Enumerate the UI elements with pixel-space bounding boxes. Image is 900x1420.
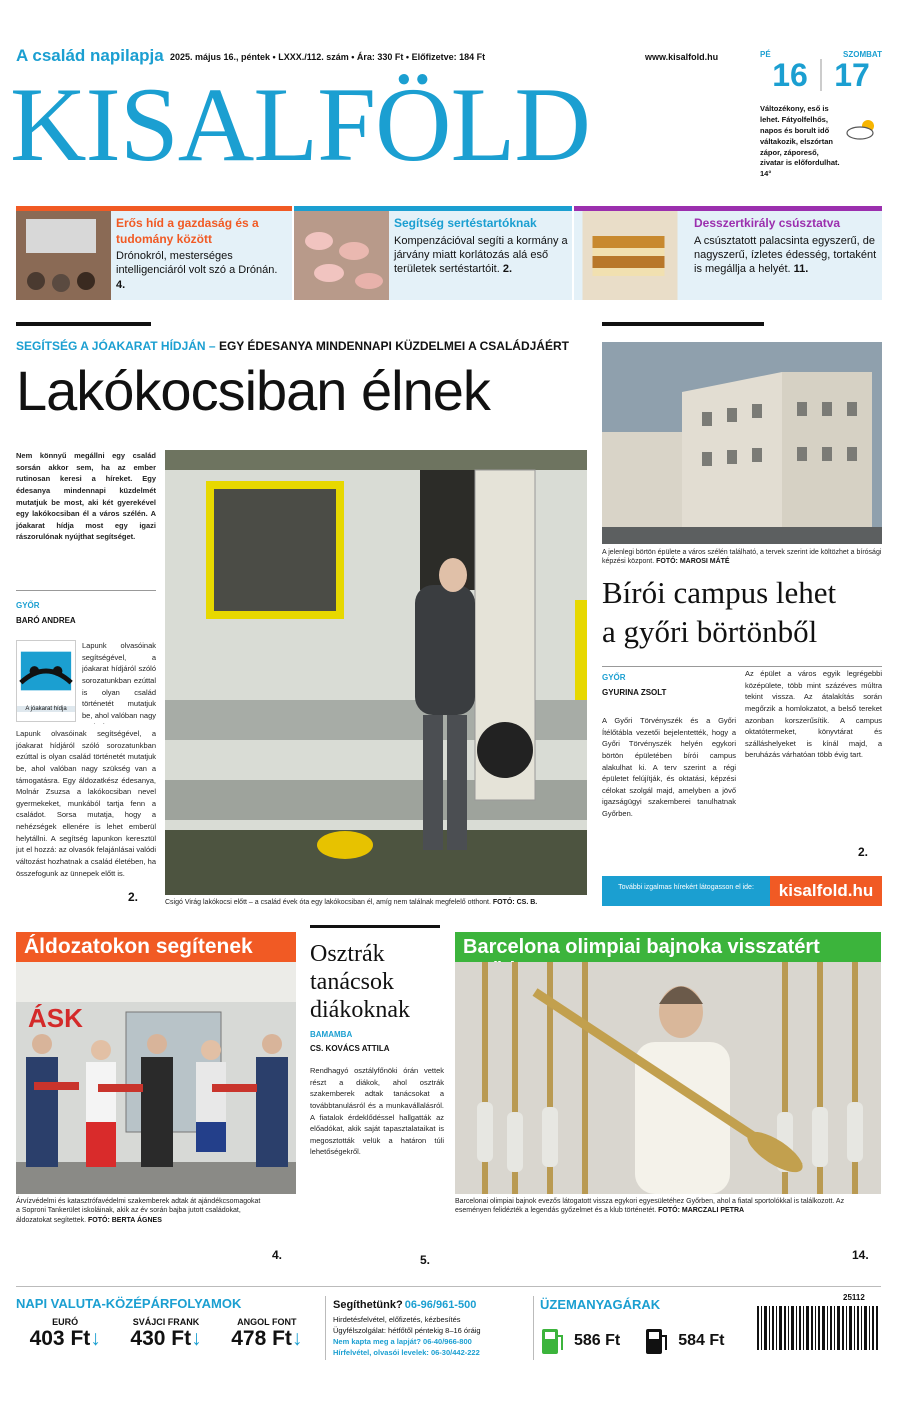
day2-number: 17	[834, 57, 870, 93]
currency-eur-value: 403 Ft	[29, 1327, 91, 1350]
teaser-dessert-photo	[574, 211, 686, 300]
help-title: Segíthetünk?	[333, 1299, 403, 1311]
fuel-diesel-value: 584 Ft	[678, 1332, 725, 1349]
austria-body: Rendhagyó osztályfőnöki órán vettek részt a diákok, ahol osztrák szakemberek adtak tanácsokat a továbbtanulásról és a munkavállalásról. A fiatalok érdeklődéssel hallgatták az előadókat, akik saját tapasztalataikat is megosztották velük a határon túli lehetőségekről.	[310, 1066, 444, 1157]
lead-byline	[16, 601, 76, 625]
campus-byline	[602, 673, 666, 697]
fuel-petrol-value: 586 Ft	[574, 1332, 621, 1349]
austria-byline	[310, 1030, 390, 1053]
barcelona-caption	[455, 1197, 855, 1216]
fuel-diesel	[644, 1326, 724, 1356]
partly-cloudy-icon	[844, 118, 880, 140]
down-arrow-icon: ↓	[90, 1327, 101, 1350]
day1-number: 16	[760, 59, 822, 91]
lead-location: GYŐR	[16, 601, 40, 610]
caravan-photo	[165, 450, 587, 895]
victims-banner[interactable]: Áldozatokon segítenek	[16, 932, 296, 962]
victims-caption	[16, 1197, 266, 1225]
barcelona-page-ref[interactable]: 14.	[852, 1248, 869, 1262]
newspaper-logo: KISALFÖLD	[10, 66, 590, 183]
weather-box	[760, 104, 882, 180]
barcelona-photo-credit: FOTÓ: MARCZALI PETRA	[658, 1207, 745, 1215]
teaser-dessert-text: A csúsztatott palacsinta egyszerű, de nagyszerű, ízletes édesség, tortaként is megállja a helyét.	[694, 234, 877, 276]
ad-text: További izgalmas hírekért látogasson el ide:	[618, 884, 754, 891]
currency-chf-value: 430 Ft	[130, 1327, 192, 1350]
lead-photo-credit: FOTÓ: CS. B.	[492, 899, 538, 906]
fuel-title: ÜZEMANYAGÁRAK	[540, 1297, 661, 1312]
campus-body-col2: Az épület a város egyik legrégebbi középülete, több mint százéves múltra tekint vissza. Az átalakítás során megőrzik a homlokzatot, a belső tereket azonban korszerűsítik. A campus oktatótermeket, könyvtárat és szálláshelyeket is kínál majd, a beruházás várhatóan több évig tart.	[745, 669, 882, 760]
currency-eur-name: EURÓ	[52, 1317, 79, 1327]
svg-text:ÁSK: ÁSK	[28, 1003, 83, 1033]
austria-headline[interactable]: Osztrák tanácsok diákoknak	[310, 941, 410, 1024]
victims-photo	[16, 962, 296, 1194]
fuel-box	[540, 1297, 750, 1356]
help-box	[333, 1297, 528, 1359]
lead-rule	[16, 322, 151, 326]
barcelona-photo	[455, 962, 881, 1194]
petrol-pump-icon	[540, 1326, 566, 1356]
teaser-bridge[interactable]	[16, 206, 292, 300]
campus-headline-line2: a győri börtönből	[602, 613, 818, 649]
teaser-pigs-page: 2.	[502, 263, 513, 276]
lead-kicker	[16, 339, 569, 353]
currency-chf-name: SVÁJCI FRANK	[132, 1317, 200, 1327]
currency-box	[16, 1296, 316, 1351]
footer-vdivider-2	[533, 1296, 534, 1360]
campus-location: GYŐR	[602, 673, 626, 682]
website-ad[interactable]	[602, 876, 882, 906]
fuel-petrol	[540, 1326, 620, 1356]
teaser-dessert[interactable]	[574, 206, 882, 300]
currency-title: NAPI VALUTA-KÖZÉPÁRFOLYAMOK	[16, 1296, 242, 1311]
currency-gbp-name: ANGOL FONT	[237, 1317, 297, 1327]
campus-author: GYURINA ZSOLT	[602, 688, 667, 697]
campus-headline-line1: Bírói campus lehet	[602, 575, 837, 610]
campus-caption	[602, 548, 882, 567]
help-phone[interactable]: 06-96/961-500	[404, 1299, 477, 1311]
lead-caption-text: Csigó Virág lakókocsi előtt – a család évek óta egy lakókocsiban él, amíg nem találnak megfelelő otthont.	[165, 899, 491, 906]
lead-body: Lapunk olvasóinak segítségével, a jóakarat hídjáról szóló sorozatunkban ezúttal is olyan család történetét mutatjuk be, ahol valóban nagy szükség van a támogatásra. Egy áldozatkész édesanya, Molnár Zsuzsa a lakókocsiban nevel gyermekeket, munkából tartja fenn a családot. Sorsa mutatja, hogy a nehézségek ellenére is lehet emberül helytállni. A segítség lapunkon keresztül jut el hozzá: az olvasók felajánlásai valódi változást hozhatnak a család életében, ha összefogunk az ünnepek előtt is.	[16, 729, 156, 878]
campus-caption-text: A jelenlegi börtön épülete a város szélén található, a tervek szerint ide költözhet a bírósági képzési központ.	[602, 549, 882, 566]
currency-gbp-value: 478 Ft	[231, 1327, 292, 1350]
barcelona-banner[interactable]: Barcelona olimpiai bajnoka visszatért	[455, 932, 881, 962]
lead-intro-divider	[16, 590, 156, 591]
barcode-number: 25112	[843, 1293, 865, 1302]
tagline: A család napilapja	[16, 46, 164, 65]
prison-photo	[602, 342, 882, 544]
teaser-dessert-title: Desszertkirály csúsztatva	[694, 216, 841, 230]
jóakarat-badge	[16, 640, 76, 722]
barcode	[755, 1294, 881, 1356]
lead-intro: Nem könnyű megállni egy család sorsán akkor sem, ha az ember rutinosan keresi a híreket. Egy édesanya mindennapi küzdelmét mutatjuk be most, aki két gyerekével egy lakókocsiban él a város szélén. A jóakarat hídja most egy igazi rászorulónak nyújthat segítséget.	[16, 451, 156, 542]
lead-page-ref[interactable]: 2.	[128, 890, 139, 904]
teaser-pigs-photo	[294, 211, 389, 300]
campus-photo-credit: FOTÓ: MAROSI MÁTÉ	[656, 558, 730, 566]
lead-body-top: Lapunk olvasóinak segítségével, a jóakarat hídjáról szóló sorozatunkban ezúttal is olyan család történetét mutatjuk be, ahol valóban nagy	[82, 641, 156, 720]
date-box	[760, 50, 882, 91]
down-arrow-icon: ↓	[191, 1327, 202, 1350]
help-line3: Nem kapta meg a lapját? 06-40/966-800	[333, 1337, 472, 1346]
lead-caption	[165, 898, 587, 907]
lead-headline[interactable]: Lakókocsiban élnek	[16, 359, 490, 422]
victims-caption-text: Árvízvédelmi és katasztrófavédelmi szakemberek adtak át ajándékcsomagokat a Soproni Tankerület iskoláinak, akik az év során bajba jutott családokat, áldozatokat segítettek.	[16, 1198, 261, 1224]
currency-chf	[114, 1317, 217, 1351]
barcelona-caption-text: Barcelonai olimpiai bajnok evezős látogatott vissza egykori egyesületéhez Győrben, ahol a fiatal sportolókkal is találkozott. Az eseményen felidézték a legendás győzelmet és a klub történetét.	[455, 1198, 845, 1215]
issue-info: 2025. május 16., péntek • LXXX./112. szám • Ára: 330 Ft • Előfizetve: 184 Ft	[170, 52, 486, 62]
campus-page-ref[interactable]: 2.	[858, 845, 869, 859]
diesel-pump-icon	[644, 1326, 670, 1356]
campus-headline[interactable]	[602, 574, 887, 652]
teaser-pigs-title: Segítség sertéstartóknak	[394, 216, 537, 230]
lead-author: BARÓ ANDREA	[16, 616, 76, 625]
footer-divider	[16, 1286, 881, 1287]
austria-page-ref[interactable]: 5.	[420, 1253, 431, 1267]
austria-author: CS. KOVÁCS ATTILA	[310, 1044, 390, 1053]
austria-location: BAMAMBA	[310, 1030, 353, 1039]
lead-kicker-black: EGY ÉDESANYA MINDENNAPI KÜZDELMEI A CSALÁDJÁÉRT	[218, 339, 569, 353]
campus-body-col1: A Győri Törvényszék és a Győri Ítélőtábla vezetői bejelentették, hogy a Győri Törvényszék helyén egykori börtön épületében bírói campus alakulhat ki. A terv szerint a régi épületet felújítják, és oktatási, képzési célokat szolgál majd, amelyben a jövő igazságügyi szakemberei tanulhatnak Győrben.	[602, 716, 736, 818]
help-line4: Hírfelvétel, olvasói levelek: 06-30/442-222	[333, 1348, 480, 1358]
weather-text: Változékony, eső is lehet. Fátyolfelhős, napos és borult idő váltakozik, elszórtan zápor, záporeső, zivatar is előfordulhat. 14°	[760, 104, 840, 179]
teaser-dessert-page: 11.	[793, 263, 809, 276]
victims-photo-credit: FOTÓ: BERTA ÁGNES	[88, 1216, 162, 1224]
teaser-bridge-page: 4.	[116, 278, 126, 291]
lead-kicker-blue: SEGÍTSÉG A JÓAKARAT HÍDJÁN –	[16, 339, 216, 353]
down-arrow-icon: ↓	[291, 1327, 303, 1350]
badge-label: A jóakarat hídja	[17, 706, 75, 712]
website-link[interactable]: www.kisalfold.hu	[645, 52, 719, 62]
teaser-bridge-photo	[16, 211, 111, 300]
help-line2: Ügyfélszolgálat: hétfőtől péntekig 8–16 óráig	[333, 1325, 481, 1335]
ad-site[interactable]: kisalfold.hu	[770, 876, 882, 906]
currency-eur	[16, 1317, 114, 1351]
day1-name: PÉ	[760, 50, 771, 59]
help-line1: Hirdetésfelvétel, előfizetés, kézbesítés	[333, 1314, 461, 1324]
austria-rule	[310, 925, 440, 928]
day2-name: SZOMBAT	[843, 50, 882, 59]
campus-rule	[602, 322, 764, 326]
teaser-bridge-title: Erős híd a gazdaság és a tudomány között	[116, 216, 259, 246]
victims-page-ref[interactable]: 4.	[272, 1248, 283, 1262]
bridge-logo-icon	[17, 641, 75, 701]
campus-divider	[602, 666, 882, 667]
teaser-bridge-text: Drónokról, mesterséges intelligenciáról volt szó a Drónán.	[116, 250, 278, 277]
teaser-pigs[interactable]	[294, 206, 572, 300]
currency-gbp	[218, 1317, 316, 1351]
teaser-pigs-text: Kompenzációval segíti a kormány a járvány miatt korlátozás alá eső területek sertéstartóit.	[394, 234, 568, 276]
footer-vdivider-1	[325, 1296, 326, 1360]
